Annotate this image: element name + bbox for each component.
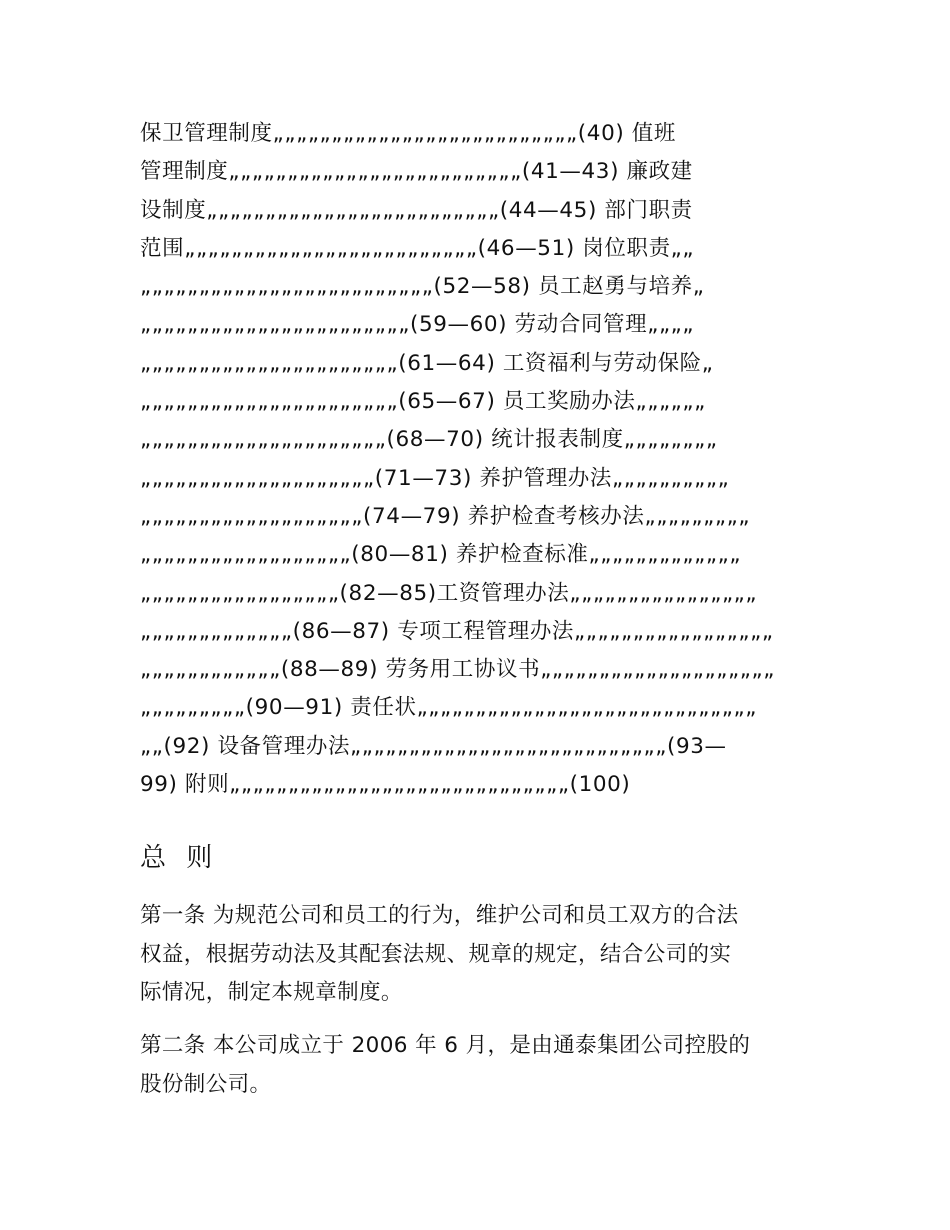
toc-line: „„„„„„„„„„„„„„„„„„(80—81) 养护检查标准„„„„„„„„„„„„„ [140,542,742,568]
article-1-paragraph [140,897,810,1013]
toc-line: 设制度„„„„„„„„„„„„„„„„„„„„„„„„„(44—45) 部门职责 [140,197,693,223]
paragraph-line: 第二条 本公司成立于 2006 年 6 月，是由通泰集团公司控股的 [140,1033,751,1058]
paragraph-line: 权益，根据劳动法及其配套法规、规章的规定，结合公司的实 [140,941,732,967]
toc-line: „„„„„„„„„„„„„„„„„„„„„„(65—67) 员工奖励办法„„„„„„ [140,389,706,415]
toc-line: „„„„„„„„„„„„„„„„„„„„„„(61—64) 工资福利与劳动保险„ [140,350,714,376]
toc-line: „„„„„„„„„„„„(88—89) 劳务用工协议书„„„„„„„„„„„„„„„„„„„„ [140,657,775,683]
toc-line: „„„„„„„„„„„„„„„„„„„„(71—73) 养护管理办法„„„„„„„„„„ [140,465,730,491]
toc-line: „„(92) 设备管理办法„„„„„„„„„„„„„„„„„„„„„„„„„„„(93— [140,733,727,759]
paragraph-line: 第一条 为规范公司和员工的行为，维护公司和员工双方的合法 [140,903,739,928]
toc-line: 管理制度„„„„„„„„„„„„„„„„„„„„„„„„„(41—43) 廉政建 [140,159,693,185]
paragraph-line: 股份制公司。 [140,1071,272,1097]
toc-line: „„„„„„„„„„„„„„„„„„„„„„„(59—60) 劳动合同管理„„„„ [140,312,695,338]
paragraph-line: 际情况，制定本规章制度。 [140,980,403,1005]
table-of-contents [140,115,810,804]
toc-line: 范围„„„„„„„„„„„„„„„„„„„„„„„„„(46—51) 岗位职责„„ [140,235,695,261]
toc-line: „„„„„„„„„„„„„(86—87) 专项工程管理办法„„„„„„„„„„„„„„„„„ [140,618,774,644]
article-2-paragraph [140,1027,810,1104]
toc-line: „„„„„„„„„„„„„„„„„„„„„„„„„(52—58) 员工赵勇与培养„ [140,274,705,300]
toc-line: „„„„„„„„„„„„„„„„„„„(74—79) 养护检查考核办法„„„„„„„„„ [140,503,751,529]
toc-line: 保卫管理制度„„„„„„„„„„„„„„„„„„„„„„„„„„(40) 值班 [140,121,676,146]
toc-line: „„„„„„„„„„„„„„„„„„„„„(68—70) 统计报表制度„„„„„„„„ [140,427,718,453]
section-heading: 总 则 [140,843,219,873]
toc-line: „„„„„„„„„„„„„„„„„(82—85)工资管理办法„„„„„„„„„„„„„„„„ [140,580,758,606]
toc-line: 99) 附则„„„„„„„„„„„„„„„„„„„„„„„„„„„„„(100) [140,772,631,798]
toc-line: „„„„„„„„„(90—91) 责任状„„„„„„„„„„„„„„„„„„„„„„„„„„„„„ [140,695,757,721]
